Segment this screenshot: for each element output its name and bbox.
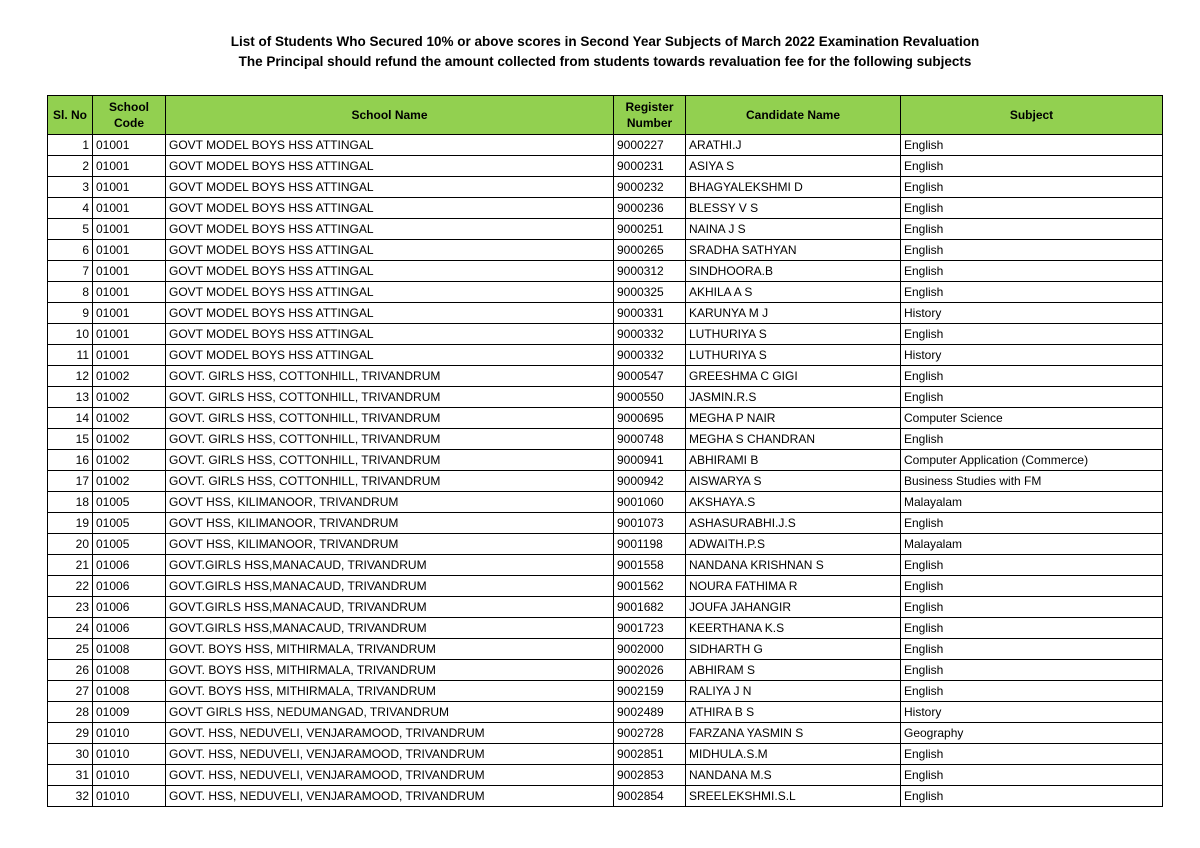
column-header-register-number: Register Number <box>614 96 686 135</box>
cell-sl-no: 7 <box>48 261 93 282</box>
cell-candidate-name: SRADHA SATHYAN <box>686 240 901 261</box>
cell-school-name: GOVT. GIRLS HSS, COTTONHILL, TRIVANDRUM <box>166 450 614 471</box>
cell-school-code: 01009 <box>93 702 166 723</box>
table-row <box>48 198 1163 219</box>
cell-school-code: 01001 <box>93 261 166 282</box>
cell-school-name: GOVT. GIRLS HSS, COTTONHILL, TRIVANDRUM <box>166 366 614 387</box>
cell-school-code: 01002 <box>93 471 166 492</box>
cell-school-code: 01001 <box>93 198 166 219</box>
table-row <box>48 240 1163 261</box>
cell-sl-no: 10 <box>48 324 93 345</box>
cell-subject: English <box>901 513 1163 534</box>
cell-subject: English <box>901 198 1163 219</box>
cell-school-code: 01001 <box>93 156 166 177</box>
table-row <box>48 387 1163 408</box>
cell-sl-no: 17 <box>48 471 93 492</box>
cell-register-number: 9002728 <box>614 723 686 744</box>
cell-school-name: GOVT.GIRLS HSS,MANACAUD, TRIVANDRUM <box>166 597 614 618</box>
cell-register-number: 9002000 <box>614 639 686 660</box>
cell-sl-no: 8 <box>48 282 93 303</box>
cell-register-number: 9002851 <box>614 744 686 765</box>
cell-school-name: GOVT. GIRLS HSS, COTTONHILL, TRIVANDRUM <box>166 387 614 408</box>
cell-school-code: 01002 <box>93 450 166 471</box>
cell-subject: English <box>901 786 1163 807</box>
cell-sl-no: 6 <box>48 240 93 261</box>
cell-register-number: 9000695 <box>614 408 686 429</box>
cell-school-name: GOVT HSS, KILIMANOOR, TRIVANDRUM <box>166 513 614 534</box>
cell-sl-no: 14 <box>48 408 93 429</box>
cell-candidate-name: JOUFA JAHANGIR <box>686 597 901 618</box>
cell-candidate-name: SIDHARTH G <box>686 639 901 660</box>
table-body <box>48 135 1163 807</box>
cell-candidate-name: ABHIRAM S <box>686 660 901 681</box>
cell-sl-no: 29 <box>48 723 93 744</box>
cell-sl-no: 27 <box>48 681 93 702</box>
cell-school-name: GOVT MODEL BOYS HSS ATTINGAL <box>166 261 614 282</box>
cell-school-code: 01005 <box>93 534 166 555</box>
cell-candidate-name: SINDHOORA.B <box>686 261 901 282</box>
cell-candidate-name: NANDANA KRISHNAN S <box>686 555 901 576</box>
cell-school-name: GOVT.GIRLS HSS,MANACAUD, TRIVANDRUM <box>166 576 614 597</box>
cell-school-code: 01006 <box>93 555 166 576</box>
cell-sl-no: 28 <box>48 702 93 723</box>
cell-school-code: 01002 <box>93 408 166 429</box>
cell-candidate-name: AKHILA A S <box>686 282 901 303</box>
column-header-sl-no: Sl. No <box>48 96 93 135</box>
table-row <box>48 408 1163 429</box>
cell-sl-no: 5 <box>48 219 93 240</box>
cell-sl-no: 2 <box>48 156 93 177</box>
cell-school-name: GOVT MODEL BOYS HSS ATTINGAL <box>166 345 614 366</box>
document-subtitle: The Principal should refund the amount collected from students towards revaluation fee for the following subjects <box>238 54 972 69</box>
cell-school-name: GOVT. HSS, NEDUVELI, VENJARAMOOD, TRIVANDRUM <box>166 723 614 744</box>
cell-sl-no: 24 <box>48 618 93 639</box>
cell-subject: Computer Science <box>901 408 1163 429</box>
cell-subject: English <box>901 366 1163 387</box>
cell-subject: Business Studies with FM <box>901 471 1163 492</box>
table-row <box>48 639 1163 660</box>
cell-register-number: 9000332 <box>614 324 686 345</box>
cell-subject: English <box>901 324 1163 345</box>
cell-subject: English <box>901 597 1163 618</box>
cell-school-code: 01010 <box>93 744 166 765</box>
table-row <box>48 681 1163 702</box>
cell-school-code: 01001 <box>93 282 166 303</box>
cell-subject: English <box>901 660 1163 681</box>
cell-school-code: 01001 <box>93 177 166 198</box>
cell-register-number: 9001723 <box>614 618 686 639</box>
cell-school-code: 01008 <box>93 681 166 702</box>
table-row <box>48 576 1163 597</box>
cell-register-number: 9000232 <box>614 177 686 198</box>
table-row <box>48 723 1163 744</box>
cell-sl-no: 1 <box>48 135 93 156</box>
cell-sl-no: 9 <box>48 303 93 324</box>
table-row <box>48 303 1163 324</box>
cell-school-name: GOVT. GIRLS HSS, COTTONHILL, TRIVANDRUM <box>166 429 614 450</box>
cell-subject: English <box>901 177 1163 198</box>
cell-sl-no: 4 <box>48 198 93 219</box>
table-row <box>48 177 1163 198</box>
cell-school-code: 01001 <box>93 240 166 261</box>
cell-subject: History <box>901 303 1163 324</box>
cell-sl-no: 32 <box>48 786 93 807</box>
cell-candidate-name: JASMIN.R.S <box>686 387 901 408</box>
cell-school-name: GOVT. HSS, NEDUVELI, VENJARAMOOD, TRIVANDRUM <box>166 765 614 786</box>
cell-candidate-name: ASHASURABHI.J.S <box>686 513 901 534</box>
table-row <box>48 534 1163 555</box>
cell-candidate-name: ASIYA S <box>686 156 901 177</box>
cell-school-code: 01008 <box>93 639 166 660</box>
cell-register-number: 9002853 <box>614 765 686 786</box>
cell-school-code: 01002 <box>93 429 166 450</box>
table-row <box>48 429 1163 450</box>
cell-register-number: 9002489 <box>614 702 686 723</box>
cell-sl-no: 22 <box>48 576 93 597</box>
cell-subject: English <box>901 240 1163 261</box>
cell-candidate-name: NAINA J S <box>686 219 901 240</box>
cell-register-number: 9000748 <box>614 429 686 450</box>
cell-candidate-name: MIDHULA.S.M <box>686 744 901 765</box>
table-row <box>48 765 1163 786</box>
document-header <box>0 32 1200 72</box>
cell-school-name: GOVT MODEL BOYS HSS ATTINGAL <box>166 303 614 324</box>
cell-sl-no: 21 <box>48 555 93 576</box>
cell-candidate-name: ADWAITH.P.S <box>686 534 901 555</box>
cell-school-name: GOVT GIRLS HSS, NEDUMANGAD, TRIVANDRUM <box>166 702 614 723</box>
cell-sl-no: 16 <box>48 450 93 471</box>
cell-school-code: 01008 <box>93 660 166 681</box>
cell-subject: English <box>901 282 1163 303</box>
cell-school-code: 01001 <box>93 135 166 156</box>
table-row <box>48 261 1163 282</box>
table-row <box>48 156 1163 177</box>
cell-candidate-name: LUTHURIYA S <box>686 324 901 345</box>
cell-register-number: 9001558 <box>614 555 686 576</box>
cell-candidate-name: AISWARYA S <box>686 471 901 492</box>
table-row <box>48 282 1163 303</box>
cell-register-number: 9001073 <box>614 513 686 534</box>
cell-sl-no: 12 <box>48 366 93 387</box>
cell-sl-no: 18 <box>48 492 93 513</box>
cell-school-name: GOVT HSS, KILIMANOOR, TRIVANDRUM <box>166 534 614 555</box>
cell-subject: English <box>901 429 1163 450</box>
cell-candidate-name: RALIYA J N <box>686 681 901 702</box>
cell-register-number: 9000231 <box>614 156 686 177</box>
cell-school-name: GOVT. HSS, NEDUVELI, VENJARAMOOD, TRIVANDRUM <box>166 744 614 765</box>
cell-register-number: 9002026 <box>614 660 686 681</box>
table-header <box>48 96 1163 135</box>
cell-candidate-name: ATHIRA B S <box>686 702 901 723</box>
cell-subject: English <box>901 555 1163 576</box>
table-row <box>48 324 1163 345</box>
cell-school-name: GOVT. BOYS HSS, MITHIRMALA, TRIVANDRUM <box>166 681 614 702</box>
cell-register-number: 9001682 <box>614 597 686 618</box>
cell-register-number: 9002854 <box>614 786 686 807</box>
cell-register-number: 9000236 <box>614 198 686 219</box>
cell-school-code: 01001 <box>93 303 166 324</box>
cell-subject: Geography <box>901 723 1163 744</box>
cell-candidate-name: NOURA FATHIMA R <box>686 576 901 597</box>
cell-subject: English <box>901 387 1163 408</box>
cell-candidate-name: GREESHMA C GIGI <box>686 366 901 387</box>
cell-subject: English <box>901 639 1163 660</box>
table-row <box>48 702 1163 723</box>
cell-register-number: 9000550 <box>614 387 686 408</box>
cell-school-code: 01005 <box>93 492 166 513</box>
cell-sl-no: 13 <box>48 387 93 408</box>
cell-school-code: 01002 <box>93 387 166 408</box>
cell-register-number: 9000331 <box>614 303 686 324</box>
table-row <box>48 345 1163 366</box>
cell-sl-no: 15 <box>48 429 93 450</box>
students-table <box>47 95 1163 807</box>
cell-school-name: GOVT MODEL BOYS HSS ATTINGAL <box>166 156 614 177</box>
cell-candidate-name: MEGHA P NAIR <box>686 408 901 429</box>
cell-candidate-name: SREELEKSHMI.S.L <box>686 786 901 807</box>
cell-register-number: 9001198 <box>614 534 686 555</box>
cell-subject: English <box>901 219 1163 240</box>
cell-subject: English <box>901 576 1163 597</box>
cell-candidate-name: KEERTHANA K.S <box>686 618 901 639</box>
table-row <box>48 786 1163 807</box>
table-row <box>48 219 1163 240</box>
cell-sl-no: 31 <box>48 765 93 786</box>
cell-school-code: 01006 <box>93 618 166 639</box>
cell-subject: Malayalam <box>901 534 1163 555</box>
cell-school-code: 01010 <box>93 786 166 807</box>
cell-school-name: GOVT MODEL BOYS HSS ATTINGAL <box>166 282 614 303</box>
cell-school-name: GOVT. HSS, NEDUVELI, VENJARAMOOD, TRIVANDRUM <box>166 786 614 807</box>
cell-sl-no: 25 <box>48 639 93 660</box>
cell-register-number: 9000941 <box>614 450 686 471</box>
cell-school-name: GOVT. BOYS HSS, MITHIRMALA, TRIVANDRUM <box>166 639 614 660</box>
cell-sl-no: 23 <box>48 597 93 618</box>
cell-school-name: GOVT. GIRLS HSS, COTTONHILL, TRIVANDRUM <box>166 471 614 492</box>
cell-subject: History <box>901 345 1163 366</box>
cell-school-code: 01002 <box>93 366 166 387</box>
table-row <box>48 471 1163 492</box>
cell-candidate-name: ARATHI.J <box>686 135 901 156</box>
column-header-candidate-name: Candidate Name <box>686 96 901 135</box>
cell-register-number: 9000325 <box>614 282 686 303</box>
cell-school-code: 01005 <box>93 513 166 534</box>
cell-school-code: 01001 <box>93 324 166 345</box>
column-header-school-name: School Name <box>166 96 614 135</box>
column-header-school-code: School Code <box>93 96 166 135</box>
header-row <box>48 96 1163 135</box>
table-row <box>48 492 1163 513</box>
table-row <box>48 597 1163 618</box>
cell-subject: English <box>901 156 1163 177</box>
cell-school-name: GOVT. GIRLS HSS, COTTONHILL, TRIVANDRUM <box>166 408 614 429</box>
cell-sl-no: 20 <box>48 534 93 555</box>
cell-school-name: GOVT MODEL BOYS HSS ATTINGAL <box>166 177 614 198</box>
cell-subject: English <box>901 765 1163 786</box>
cell-school-code: 01006 <box>93 597 166 618</box>
cell-subject: English <box>901 261 1163 282</box>
table-row <box>48 513 1163 534</box>
cell-school-code: 01001 <box>93 219 166 240</box>
cell-school-name: GOVT.GIRLS HSS,MANACAUD, TRIVANDRUM <box>166 555 614 576</box>
table-row <box>48 366 1163 387</box>
cell-candidate-name: BLESSY V S <box>686 198 901 219</box>
cell-school-name: GOVT MODEL BOYS HSS ATTINGAL <box>166 240 614 261</box>
cell-candidate-name: ABHIRAMI B <box>686 450 901 471</box>
cell-register-number: 9000312 <box>614 261 686 282</box>
cell-subject: English <box>901 135 1163 156</box>
cell-register-number: 9000227 <box>614 135 686 156</box>
cell-sl-no: 26 <box>48 660 93 681</box>
table-row <box>48 618 1163 639</box>
cell-register-number: 9000547 <box>614 366 686 387</box>
cell-candidate-name: NANDANA M.S <box>686 765 901 786</box>
cell-register-number: 9000942 <box>614 471 686 492</box>
cell-candidate-name: LUTHURIYA S <box>686 345 901 366</box>
cell-school-name: GOVT. BOYS HSS, MITHIRMALA, TRIVANDRUM <box>166 660 614 681</box>
cell-register-number: 9000265 <box>614 240 686 261</box>
cell-register-number: 9001562 <box>614 576 686 597</box>
cell-subject: Malayalam <box>901 492 1163 513</box>
document-title: List of Students Who Secured 10% or above scores in Second Year Subjects of March 2022 Examination Revaluation <box>230 34 980 49</box>
cell-register-number: 9001060 <box>614 492 686 513</box>
cell-sl-no: 19 <box>48 513 93 534</box>
table-row <box>48 555 1163 576</box>
cell-school-name: GOVT MODEL BOYS HSS ATTINGAL <box>166 219 614 240</box>
cell-school-code: 01010 <box>93 723 166 744</box>
table-row <box>48 450 1163 471</box>
cell-candidate-name: FARZANA YASMIN S <box>686 723 901 744</box>
table-row <box>48 660 1163 681</box>
cell-school-name: GOVT MODEL BOYS HSS ATTINGAL <box>166 135 614 156</box>
cell-school-code: 01001 <box>93 345 166 366</box>
cell-candidate-name: BHAGYALEKSHMI D <box>686 177 901 198</box>
cell-subject: Computer Application (Commerce) <box>901 450 1163 471</box>
cell-register-number: 9000332 <box>614 345 686 366</box>
cell-subject: English <box>901 681 1163 702</box>
cell-subject: English <box>901 618 1163 639</box>
cell-sl-no: 3 <box>48 177 93 198</box>
cell-register-number: 9002159 <box>614 681 686 702</box>
table-row <box>48 135 1163 156</box>
table-row <box>48 744 1163 765</box>
cell-candidate-name: KARUNYA M J <box>686 303 901 324</box>
cell-register-number: 9000251 <box>614 219 686 240</box>
cell-candidate-name: AKSHAYA.S <box>686 492 901 513</box>
column-header-subject: Subject <box>901 96 1163 135</box>
cell-candidate-name: MEGHA S CHANDRAN <box>686 429 901 450</box>
cell-subject: History <box>901 702 1163 723</box>
cell-subject: English <box>901 744 1163 765</box>
cell-school-name: GOVT.GIRLS HSS,MANACAUD, TRIVANDRUM <box>166 618 614 639</box>
cell-sl-no: 11 <box>48 345 93 366</box>
cell-school-name: GOVT MODEL BOYS HSS ATTINGAL <box>166 198 614 219</box>
cell-school-name: GOVT MODEL BOYS HSS ATTINGAL <box>166 324 614 345</box>
cell-sl-no: 30 <box>48 744 93 765</box>
cell-school-code: 01006 <box>93 576 166 597</box>
cell-school-name: GOVT HSS, KILIMANOOR, TRIVANDRUM <box>166 492 614 513</box>
cell-school-code: 01010 <box>93 765 166 786</box>
